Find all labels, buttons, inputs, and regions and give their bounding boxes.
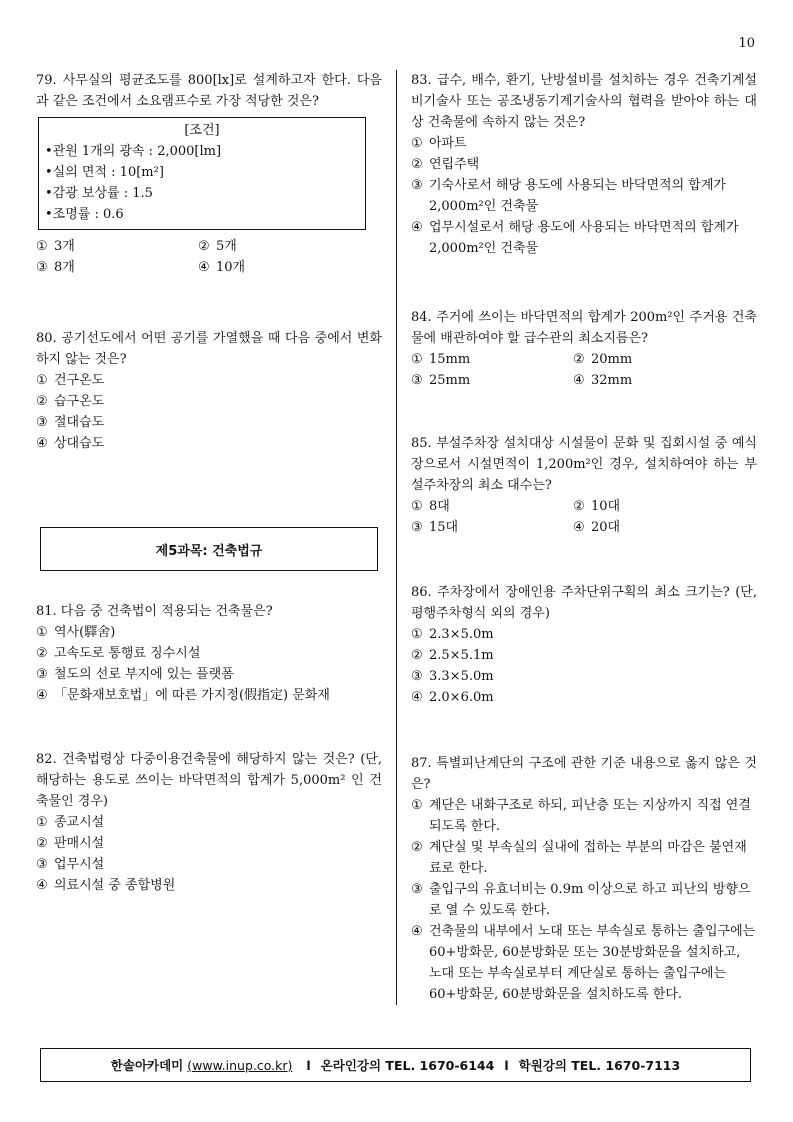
option-text: 2.3×5.0m <box>429 627 494 642</box>
question-85 <box>411 433 757 538</box>
option-text: 15mm <box>429 352 471 367</box>
footer-separator: l <box>504 1057 509 1073</box>
question-81 <box>36 601 382 706</box>
option-text: 8대 <box>429 499 450 514</box>
option-text: 10개 <box>216 260 246 275</box>
option-text: 건축물의 내부에서 노대 또는 부속실로 통하는 출입구에는 60+방화문, 60분방화문 또는 30분방화문을 설치하고, 노대 또는 부속실로부터 계단실로 통하는 출입구에는 60+방화문, 60분방화문을 설치하도록 한다. <box>429 924 756 1002</box>
option-number: ① <box>36 373 48 388</box>
option-text: 의료시설 중 종합병원 <box>54 878 176 893</box>
option-number: ① <box>36 239 48 254</box>
option-text: 습구온도 <box>54 394 105 409</box>
question-stem: 81. 다음 중 건축법이 적용되는 건축물은? <box>36 604 273 619</box>
answer-option[interactable] <box>36 236 198 257</box>
answer-option[interactable] <box>411 921 757 1005</box>
option-number: ③ <box>411 373 423 388</box>
condition-line: •조명률 : 0.6 <box>45 207 124 222</box>
option-text: 10대 <box>591 499 621 514</box>
question-stem: 83. 급수, 배수, 환기, 난방설비를 설치하는 경우 건축기계설비기술사 또는 공조냉동기계기술사의 협력을 받아야 하는 대상 건축물에 속하지 않는 것은? <box>411 73 757 130</box>
option-text: 계단실 및 부속실의 실내에 접하는 부분의 마감은 불연재료로 한다. <box>429 840 747 876</box>
option-text: 고속도로 통행료 징수시설 <box>54 646 201 661</box>
option-text: 역사(驛舍) <box>54 625 116 640</box>
option-text: 건구온도 <box>54 373 105 388</box>
option-number: ① <box>411 136 423 151</box>
option-number: ① <box>36 815 48 830</box>
question-stem: 86. 주차장에서 장애인용 주차단위구획의 최소 크기는? (단, 평행주차형식 외의 경우) <box>411 585 757 621</box>
option-number: ④ <box>36 688 48 703</box>
option-number: ② <box>198 239 210 254</box>
answer-options <box>36 236 382 278</box>
option-text: 연립주택 <box>429 157 480 172</box>
option-text: 20대 <box>591 520 621 535</box>
answer-option[interactable] <box>573 496 735 517</box>
option-text: 기숙사로서 해당 용도에 사용되는 바닥면적의 합계가 2,000m²인 건축물 <box>429 178 726 214</box>
answer-option[interactable] <box>36 854 382 875</box>
answer-option[interactable] <box>411 879 757 921</box>
question-80 <box>36 328 382 454</box>
option-text: 2.0×6.0m <box>429 690 494 705</box>
answer-option[interactable] <box>36 412 382 433</box>
option-number: ④ <box>573 520 585 535</box>
answer-option[interactable] <box>36 370 382 391</box>
option-number: ② <box>411 157 423 172</box>
option-text: 5개 <box>216 239 237 254</box>
option-text: 절대습도 <box>54 415 105 430</box>
answer-option[interactable] <box>411 370 573 391</box>
answer-option[interactable] <box>198 257 360 278</box>
question-stem: 87. 특별피난계단의 구조에 관한 기준 내용으로 옳지 않은 것은? <box>411 756 757 792</box>
answer-option[interactable] <box>36 664 382 685</box>
question-stem: 85. 부설주차장 설치대상 시설물이 문화 및 집회시설 중 예식장으로서 시설면적이 1,200m²인 경우, 설치하여야 하는 부설주차장의 최소 대수는? <box>411 436 757 493</box>
option-text: 출입구의 유효너비는 0.9m 이상으로 하고 피난의 방향으로 열 수 있도록 한다. <box>429 882 751 918</box>
answer-option[interactable] <box>573 517 735 538</box>
option-text: 아파트 <box>429 136 467 151</box>
answer-option[interactable] <box>411 133 757 154</box>
footer-url-link[interactable]: (www.inup.co.kr) <box>187 1057 293 1073</box>
answer-option[interactable] <box>411 496 573 517</box>
option-number: ③ <box>411 669 423 684</box>
answer-option[interactable] <box>411 645 757 666</box>
option-text: 8개 <box>54 260 75 275</box>
option-text: 상대습도 <box>54 436 105 451</box>
answer-option[interactable] <box>411 217 757 259</box>
footer-academy: 한솔아카데미 <box>110 1058 184 1073</box>
option-text: 업무시설 <box>54 857 105 872</box>
question-82 <box>36 749 382 896</box>
option-number: ① <box>411 798 423 813</box>
option-number: ④ <box>411 220 423 235</box>
option-number: ④ <box>573 373 585 388</box>
option-number: ③ <box>411 520 423 535</box>
option-text: 32mm <box>591 373 633 388</box>
condition-line: •관원 1개의 광속 : 2,000[lm] <box>45 144 222 159</box>
question-stem: 80. 공기선도에서 어떤 공기를 가열했을 때 다음 중에서 변화하지 않는 것은? <box>36 331 382 367</box>
option-number: ② <box>36 394 48 409</box>
condition-box <box>38 117 366 230</box>
option-number: ③ <box>411 882 423 897</box>
condition-title: [조건] <box>184 123 220 138</box>
answer-option[interactable] <box>411 795 757 837</box>
option-number: ② <box>411 648 423 663</box>
option-number: ② <box>573 352 585 367</box>
section-title-box: 제5과목: 건축법규 <box>40 527 378 571</box>
option-text: 3.3×5.0m <box>429 669 494 684</box>
option-number: ② <box>573 499 585 514</box>
answer-option[interactable] <box>411 666 757 687</box>
option-number: ① <box>36 625 48 640</box>
answer-option[interactable] <box>36 622 382 643</box>
answer-option[interactable] <box>411 687 757 708</box>
question-79 <box>36 70 382 278</box>
option-text: 계단은 내화구조로 하되, 피난층 또는 지상까지 직접 연결되도록 한다. <box>429 798 751 834</box>
column-divider <box>396 70 397 1005</box>
question-87 <box>411 753 757 1005</box>
answer-option[interactable] <box>411 624 757 645</box>
footer-offline-phone: 학원강의 TEL. 1670-7113 <box>518 1058 681 1073</box>
option-number: ① <box>411 627 423 642</box>
answer-option[interactable] <box>36 812 382 833</box>
option-number: ② <box>36 646 48 661</box>
answer-option[interactable] <box>36 391 382 412</box>
option-number: ③ <box>36 415 48 430</box>
option-number: ④ <box>36 878 48 893</box>
answer-option[interactable] <box>36 643 382 664</box>
option-number: ④ <box>411 690 423 705</box>
answer-options <box>411 349 757 391</box>
option-number: ① <box>411 352 423 367</box>
option-number: ③ <box>36 260 48 275</box>
option-number: ④ <box>411 924 423 939</box>
question-stem: 79. 사무실의 평균조도를 800[lx]로 설계하고자 한다. 다음과 같은 조건에서 소요램프수로 가장 적당한 것은? <box>36 73 382 109</box>
answer-option[interactable] <box>411 175 757 217</box>
option-text: 15대 <box>429 520 459 535</box>
option-text: 3개 <box>54 239 75 254</box>
question-stem: 82. 건축법령상 다중이용건축물에 해당하지 않는 것은? (단, 해당하는 용도로 쓰이는 바닥면적의 합계가 5,000m² 인 건축물인 경우) <box>36 752 382 809</box>
answer-option[interactable] <box>573 370 735 391</box>
answer-option[interactable] <box>36 685 382 706</box>
answer-options <box>411 496 757 538</box>
option-number: ③ <box>36 857 48 872</box>
option-text: 25mm <box>429 373 471 388</box>
footer-separator: l <box>306 1057 311 1073</box>
answer-option[interactable] <box>36 257 198 278</box>
question-83 <box>411 70 757 259</box>
option-number: ② <box>411 840 423 855</box>
question-86 <box>411 582 757 708</box>
footer-bar <box>40 1048 751 1082</box>
answer-option[interactable] <box>411 349 573 370</box>
option-text: 철도의 선로 부지에 있는 플랫폼 <box>54 667 234 682</box>
option-text: 2.5×5.1m <box>429 648 494 663</box>
page-number: 10 <box>738 36 755 51</box>
option-text: 20mm <box>591 352 633 367</box>
answer-option[interactable] <box>411 517 573 538</box>
option-number: ③ <box>411 178 423 193</box>
answer-option[interactable] <box>573 349 735 370</box>
condition-line: •감광 보상률 : 1.5 <box>45 186 153 201</box>
option-number: ② <box>36 836 48 851</box>
option-text: 판매시설 <box>54 836 105 851</box>
option-number: ④ <box>198 260 210 275</box>
question-stem: 84. 주거에 쓰이는 바닥면적의 합계가 200m²인 주거용 건축물에 배관하여야 할 급수관의 최소지름은? <box>411 310 757 346</box>
option-number: ① <box>411 499 423 514</box>
answer-option[interactable] <box>36 875 382 896</box>
option-text: 「문화재보호법」에 따른 가지정(假指定) 문화재 <box>54 688 330 703</box>
option-number: ④ <box>36 436 48 451</box>
question-84 <box>411 307 757 391</box>
option-text: 종교시설 <box>54 815 105 830</box>
footer-online-phone: 온라인강의 TEL. 1670-6144 <box>320 1058 495 1073</box>
option-text: 업무시설로서 해당 용도에 사용되는 바닥면적의 합계가 2,000m²인 건축물 <box>429 220 739 256</box>
option-number: ③ <box>36 667 48 682</box>
answer-option[interactable] <box>36 833 382 854</box>
answer-option[interactable] <box>198 236 360 257</box>
answer-option[interactable] <box>411 837 757 879</box>
condition-line: •실의 면적 : 10[m²] <box>45 165 164 180</box>
answer-option[interactable] <box>411 154 757 175</box>
answer-option[interactable] <box>36 433 382 454</box>
